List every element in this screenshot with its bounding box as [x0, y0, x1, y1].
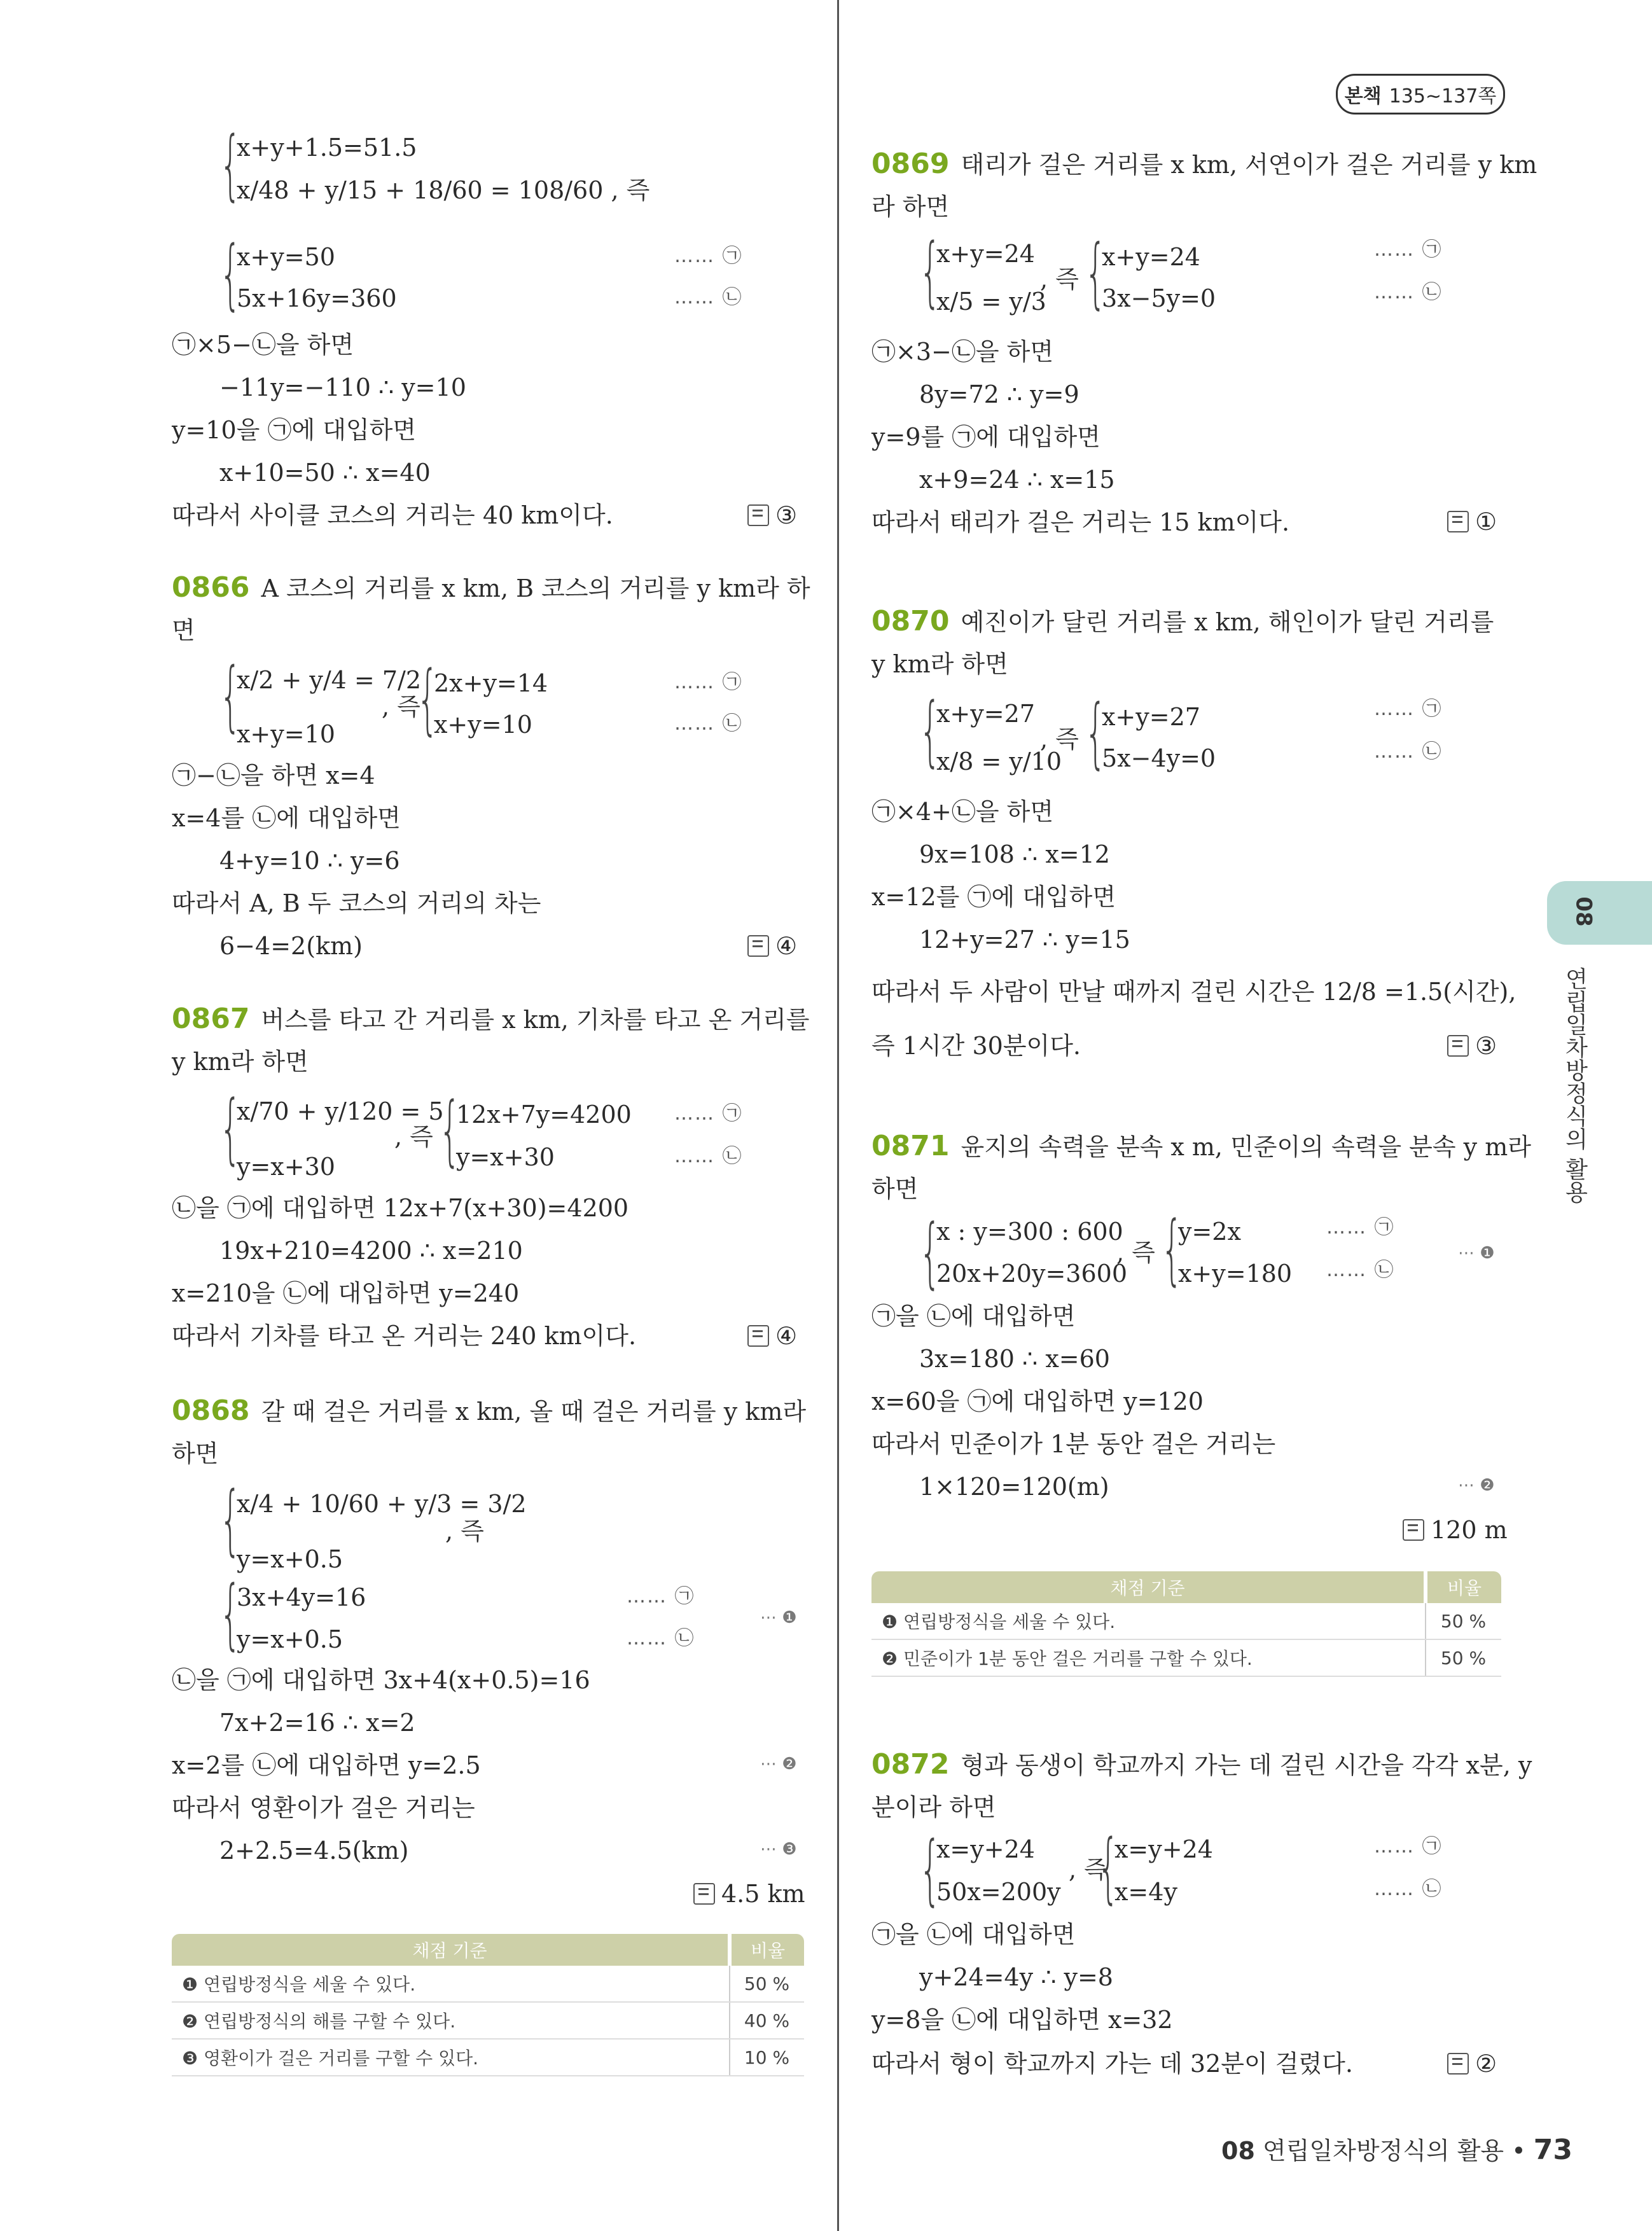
- problem-intro: [871, 605, 1494, 637]
- answer: [747, 501, 797, 529]
- table-cell: ❷ 민준이가 1분 동안 걸은 거리를 구할 수 있다.: [871, 1639, 1426, 1676]
- mark-2: …… ㉡: [1374, 740, 1443, 763]
- conclusion: 즉 1시간 30분이다.: [871, 1032, 1081, 1060]
- scoring-table: [871, 1571, 1501, 1677]
- intro-text-2: 분이라 하면: [871, 1793, 996, 1821]
- problem-number: 0867: [172, 1003, 250, 1035]
- problem-number: 0868: [172, 1394, 250, 1427]
- step-line: ㉡을 ㉠에 대입하면 12x+7(x+30)=4200: [172, 1194, 629, 1222]
- eq-line: 3x+4y=16: [237, 1583, 366, 1611]
- mark-2: …… ㉡: [1326, 1259, 1395, 1281]
- answer-icon: [1447, 2053, 1469, 2075]
- answer-value: ③: [775, 501, 798, 529]
- problem-number: 0872: [871, 1748, 950, 1781]
- step-line: 19x+210=4200 ∴ x=210: [219, 1237, 523, 1265]
- intro-text-2: 하면: [172, 1440, 219, 1468]
- eq-line: y=2x: [1178, 1218, 1241, 1246]
- step-line: ㉠×5−㉡을 하면: [172, 331, 354, 359]
- problem-intro: [172, 1005, 810, 1033]
- step-line: 1×120=120(m): [919, 1473, 1109, 1501]
- step-marker-3: ⋯ ❸: [760, 1840, 797, 1859]
- table-cell: 40 %: [730, 2002, 804, 2039]
- brace-icon: {: [1097, 1824, 1120, 1912]
- eq-line: x/5 = y/3: [936, 288, 1046, 316]
- problem-intro: [172, 571, 810, 604]
- table-row: [871, 1603, 1501, 1639]
- step-marker-1: ⋯ ❶: [1458, 1244, 1495, 1263]
- intro-text: 예진이가 달린 거리를 x km, 해인이가 달린 거리를: [961, 608, 1494, 636]
- brace-icon: {: [439, 1087, 461, 1175]
- brace-icon: {: [219, 652, 242, 740]
- answer-icon: [1403, 1519, 1424, 1541]
- mark-2: …… ㉡: [1374, 281, 1443, 303]
- eq-line: x/4 + 10/60 + y/3 = 3/2: [237, 1490, 527, 1518]
- problem-intro: [871, 150, 1537, 178]
- then-text: , 즉: [445, 1517, 484, 1545]
- step-line: ㉠을 ㉡에 대입하면: [871, 1921, 1076, 1949]
- problem-number: 0866: [172, 571, 250, 604]
- eq-line: 5x−4y=0: [1102, 744, 1216, 772]
- step-line: 2+2.5=4.5(km): [219, 1837, 409, 1865]
- table-header: 비율: [730, 1934, 804, 1966]
- eq-line: x/48 + y/15 + 18/60 = 108/60 , 즉: [237, 176, 650, 204]
- answer-icon: [1447, 1035, 1469, 1057]
- eq-line: x=y+24: [936, 1835, 1035, 1863]
- intro-text: A 코스의 거리를 x km, B 코스의 거리를 y km라 하: [261, 574, 810, 602]
- step-line: 따라서 두 사람이 만날 때까지 걸린 시간은 12/8 =1.5(시간),: [871, 978, 1517, 1006]
- answer: [693, 1880, 805, 1908]
- answer: [747, 1322, 797, 1350]
- then-text: , 즉: [1069, 1856, 1107, 1884]
- step-line: x=4를 ㉡에 대입하면: [172, 804, 401, 832]
- page-reference: [1336, 74, 1505, 115]
- brace-icon: {: [919, 687, 941, 775]
- brace-icon: {: [919, 1826, 941, 1914]
- table-row: [871, 1639, 1501, 1676]
- eq-line: 2x+y=14: [434, 669, 548, 697]
- mark-2: …… ㉡: [674, 712, 743, 735]
- answer: [747, 932, 797, 960]
- eq-line: x+y=10: [237, 720, 335, 748]
- step-line: 따라서 A, B 두 코스의 거리의 차는: [172, 889, 541, 917]
- answer: [1447, 2050, 1497, 2078]
- chapter-side-title: 연립일차방정식의 활용: [1562, 967, 1588, 1204]
- step-line: y=8을 ㉡에 대입하면 x=32: [871, 2006, 1173, 2034]
- step-marker-1: ⋯ ❶: [760, 1608, 797, 1627]
- eq-line: 50x=200y: [936, 1878, 1061, 1906]
- table-row: [172, 2002, 804, 2039]
- footer-separator: •: [1511, 2137, 1526, 2165]
- step-line: ㉡을 ㉠에 대입하면 3x+4(x+0.5)=16: [172, 1666, 590, 1694]
- answer-value: ①: [1475, 508, 1497, 536]
- step-line: y=10을 ㉠에 대입하면: [172, 416, 417, 444]
- answer-value: 4.5 km: [721, 1880, 805, 1908]
- ref-pages: 135∼137쪽: [1389, 85, 1497, 108]
- step-line: x=12를 ㉠에 대입하면: [871, 883, 1116, 911]
- step-line: ㉠×3−㉡을 하면: [871, 338, 1054, 366]
- step-line: x=60을 ㉠에 대입하면 y=120: [871, 1387, 1204, 1415]
- page-footer: [1221, 2131, 1572, 2166]
- mark-1: …… ㉠: [1374, 1835, 1443, 1858]
- footer-title: 연립일차방정식의 활용: [1262, 2137, 1504, 2165]
- eq-line: x/2 + y/4 = 7/2: [237, 666, 422, 694]
- eq-line: x+y=50: [237, 243, 335, 271]
- problem-intro: [871, 1748, 1532, 1781]
- brace-icon: {: [219, 121, 242, 209]
- table-cell: ❶ 연립방정식을 세울 수 있다.: [871, 1603, 1426, 1639]
- eq-line: x+y=180: [1178, 1260, 1293, 1288]
- mark-1: …… ㉠: [1374, 698, 1443, 720]
- brace-icon: {: [219, 230, 242, 319]
- step-line: 12+y=27 ∴ y=15: [919, 926, 1130, 954]
- step-line: 7x+2=16 ∴ x=2: [219, 1709, 415, 1737]
- eq-line: 12x+7y=4200: [456, 1101, 632, 1129]
- answer-icon: [693, 1883, 715, 1905]
- eq-line: x+y=27: [936, 700, 1035, 728]
- conclusion: 따라서 형이 학교까지 가는 데 32분이 걸렸다.: [871, 2050, 1353, 2078]
- answer-value: ④: [775, 932, 798, 960]
- intro-text: 윤지의 속력을 분속 x m, 민준이의 속력을 분속 y m라: [961, 1133, 1531, 1161]
- eq-line: x+y=24: [1102, 243, 1200, 271]
- mark-2: …… ㉡: [674, 1145, 743, 1167]
- answer-value: ③: [1475, 1032, 1497, 1060]
- intro-text-2: y km라 하면: [871, 650, 1008, 678]
- brace-icon: {: [1161, 1206, 1183, 1294]
- conclusion: 따라서 사이클 코스의 거리는 40 km이다.: [172, 501, 613, 529]
- step-line: y=9를 ㉠에 대입하면: [871, 423, 1100, 451]
- then-text: , 즉: [382, 693, 420, 721]
- mark-1: …… ㉠: [674, 1102, 743, 1125]
- brace-icon: {: [219, 1570, 242, 1658]
- eq-line: y=x+0.5: [237, 1625, 344, 1653]
- table-cell: 10 %: [730, 2039, 804, 2076]
- eq-line: 20x+20y=3600: [936, 1260, 1127, 1288]
- brace-icon: {: [1085, 689, 1107, 777]
- problem-number: 0869: [871, 148, 950, 180]
- table-cell: 50 %: [1426, 1639, 1501, 1676]
- intro-text-2: 하면: [871, 1175, 919, 1203]
- step-line: −11y=−110 ∴ y=10: [219, 373, 466, 401]
- eq-line: x=4y: [1114, 1878, 1177, 1906]
- answer-icon: [747, 504, 769, 526]
- conclusion: 6−4=2(km): [219, 932, 363, 960]
- intro-text: 버스를 타고 간 거리를 x km, 기차를 타고 온 거리를: [261, 1006, 810, 1034]
- eq-line: y=x+30: [456, 1143, 555, 1171]
- mark-1: …… ㉠: [1326, 1216, 1395, 1239]
- table-cell: 50 %: [1426, 1603, 1501, 1639]
- then-text: , 즉: [1040, 265, 1079, 293]
- answer: [1403, 1516, 1508, 1544]
- answer: [1447, 1032, 1497, 1060]
- table-header: 채점 기준: [871, 1571, 1426, 1603]
- intro-text-2: 면: [172, 616, 195, 644]
- eq-line: x/8 = y/10: [936, 747, 1062, 775]
- table-row: [172, 2039, 804, 2076]
- column-divider: [837, 0, 839, 2231]
- intro-text: 태리가 걸은 거리를 x km, 서연이가 걸은 거리를 y km: [961, 151, 1537, 179]
- brace-icon: {: [919, 228, 941, 316]
- step-line: 8y=72 ∴ y=9: [919, 380, 1079, 408]
- answer-icon: [1447, 511, 1469, 532]
- eq-line: x+y=10: [434, 711, 532, 739]
- step-line: x+10=50 ∴ x=40: [219, 459, 431, 487]
- mark-1: …… ㉠: [627, 1585, 695, 1608]
- step-line: 9x=108 ∴ x=12: [919, 840, 1110, 868]
- intro-text-2: y km라 하면: [172, 1048, 309, 1076]
- brace-icon: {: [219, 1476, 242, 1564]
- scoring-table: [172, 1934, 804, 2076]
- eq-line: x+y=24: [936, 240, 1035, 268]
- table-row: [172, 1966, 804, 2002]
- step-line: ㉠을 ㉡에 대입하면: [871, 1302, 1076, 1330]
- answer: [1447, 508, 1497, 536]
- table-header: 비율: [1426, 1571, 1501, 1603]
- mark-1: …… ㉠: [674, 245, 743, 267]
- step-line: 따라서 영환이가 걸은 거리는: [172, 1794, 475, 1822]
- step-line: 따라서 민준이가 1분 동안 걸은 거리는: [871, 1430, 1276, 1458]
- step-line: x+9=24 ∴ x=15: [919, 466, 1115, 494]
- mark-2: …… ㉡: [627, 1627, 695, 1650]
- then-text: , 즉: [1116, 1239, 1155, 1267]
- answer-icon: [747, 1325, 769, 1347]
- table-cell: 50 %: [730, 1966, 804, 2002]
- step-line: 4+y=10 ∴ y=6: [219, 847, 400, 875]
- step-line: x=2를 ㉡에 대입하면 y=2.5: [172, 1751, 481, 1779]
- intro-text: 형과 동생이 학교까지 가는 데 걸린 시간을 각각 x분, y: [961, 1751, 1532, 1779]
- brace-icon: {: [417, 655, 439, 744]
- answer-value: 120 m: [1431, 1516, 1508, 1544]
- brace-icon: {: [919, 1209, 941, 1297]
- eq-line: x : y=300 : 600: [936, 1218, 1123, 1246]
- table-header: 채점 기준: [172, 1934, 730, 1966]
- problem-intro: [871, 1132, 1531, 1160]
- step-line: 3x=180 ∴ x=60: [919, 1345, 1110, 1373]
- eq-line: x+y=27: [1102, 703, 1200, 731]
- answer-value: ②: [1475, 2050, 1497, 2078]
- then-text: , 즉: [394, 1123, 433, 1151]
- mark-2: …… ㉡: [674, 286, 743, 309]
- mark-2: …… ㉡: [1374, 1878, 1443, 1900]
- mark-1: …… ㉠: [1374, 239, 1443, 261]
- conclusion: 따라서 기차를 타고 온 거리는 240 km이다.: [172, 1322, 637, 1350]
- then-text: , 즉: [1040, 725, 1079, 753]
- brace-icon: {: [219, 1085, 242, 1173]
- table-cell: ❷ 연립방정식의 해를 구할 수 있다.: [172, 2002, 730, 2039]
- eq-line: x+y+1.5=51.5: [237, 134, 417, 162]
- answer-icon: [747, 935, 769, 957]
- intro-text-2: 라 하면: [871, 193, 950, 221]
- ref-book: 본책: [1344, 85, 1382, 108]
- eq-line: y=x+30: [237, 1153, 335, 1181]
- step-line: x=210을 ㉡에 대입하면 y=240: [172, 1279, 520, 1307]
- page-number: 73: [1533, 2134, 1572, 2166]
- problem-number: 0870: [871, 605, 950, 637]
- mark-1: …… ㉠: [674, 671, 743, 693]
- intro-text: 갈 때 걸은 거리를 x km, 올 때 걸은 거리를 y km라: [261, 1398, 807, 1426]
- problem-intro: [172, 1394, 807, 1427]
- footer-chapter: 08: [1221, 2137, 1255, 2165]
- step-line: ㉠×4+㉡을 하면: [871, 798, 1054, 826]
- table-cell: ❸ 영환이가 걸은 거리를 구할 수 있다.: [172, 2039, 730, 2076]
- problem-number: 0871: [871, 1130, 950, 1162]
- chapter-tab-number: 08: [1571, 896, 1597, 927]
- eq-line: y=x+0.5: [237, 1545, 344, 1573]
- brace-icon: {: [1085, 229, 1107, 317]
- answer-value: ④: [775, 1322, 798, 1350]
- eq-line: x/70 + y/120 = 5: [237, 1097, 444, 1125]
- step-line: ㉠−㉡을 하면 x=4: [172, 761, 375, 789]
- eq-line: 3x−5y=0: [1102, 284, 1216, 312]
- step-line: y+24=4y ∴ y=8: [919, 1963, 1113, 1991]
- chapter-tab: [1547, 881, 1652, 945]
- step-marker-2: ⋯ ❷: [1458, 1476, 1495, 1495]
- eq-line: 5x+16y=360: [237, 284, 397, 312]
- table-cell: ❶ 연립방정식을 세울 수 있다.: [172, 1966, 730, 2002]
- eq-line: x=y+24: [1114, 1835, 1213, 1863]
- conclusion: 따라서 태리가 걸은 거리는 15 km이다.: [871, 508, 1290, 536]
- step-marker-2: ⋯ ❷: [760, 1755, 797, 1774]
